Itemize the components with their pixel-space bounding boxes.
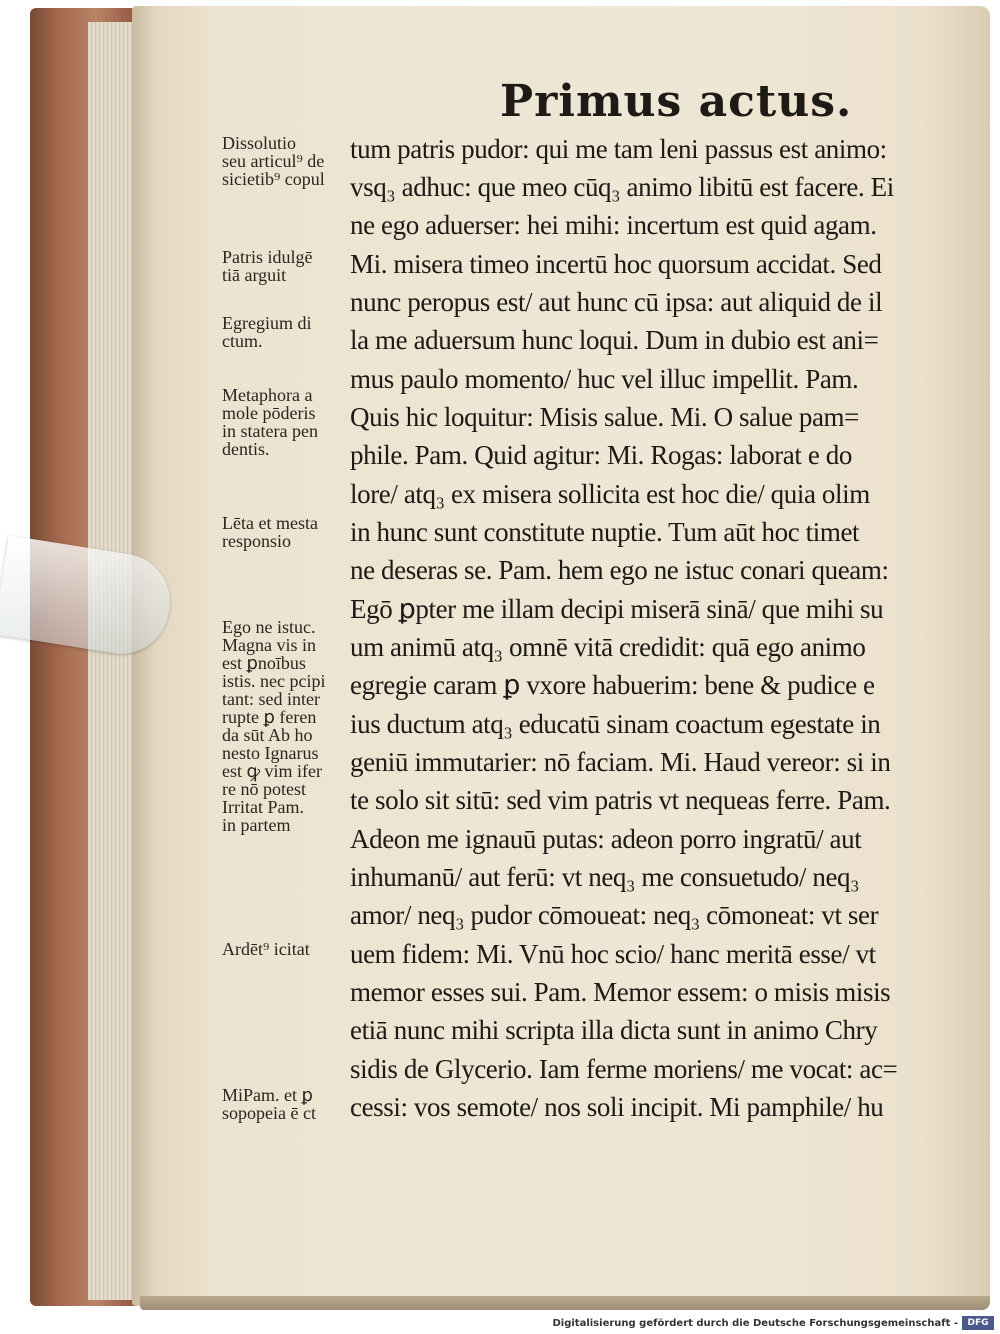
text-line: um animū atq₃ omnē vitā credidit: quā ego animo (350, 632, 866, 662)
margin-note: MiPam. et ꝑ sopopeia ē ct (222, 1085, 316, 1123)
text-line: cessi: vos semote/ nos soli incipit. Mi pamphile/ hu (350, 1092, 884, 1122)
text-line: sidis de Glycerio. Iam ferme moriens/ me vocat: ac= (350, 1054, 898, 1084)
text-line: phile. Pam. Quid agitur: Mi. Rogas: laborat e do (350, 440, 852, 470)
page-heading: Primus actus. (500, 76, 853, 127)
page-edges (88, 22, 138, 1300)
text-line: geniū immutarier: nō faciam. Mi. Haud vereor: si in (350, 747, 891, 777)
text-line: Quis hic loquitur: Misis salue. Mi. O salue pam= (350, 402, 859, 432)
page-bottom-edge (140, 1296, 990, 1310)
dfg-logo-icon: DFG (962, 1316, 994, 1330)
margin-note: Patris idulgē tiā arguit (222, 247, 313, 285)
text-line: Adeon me ignauū putas: adeon porro ingratū/ aut (350, 824, 862, 854)
text-line: memor esses sui. Pam. Memor essem: o misis misis (350, 977, 891, 1007)
margin-note: Egregium di ctum. (222, 313, 312, 351)
text-line: lore/ atq₃ ex misera sollicita est hoc die/ quia olim (350, 479, 870, 509)
text-line: uem fidem: Mi. Vnū hoc scio/ hanc meritā esse/ vt (350, 939, 876, 969)
text-line: mus paulo momento/ huc vel illuc impellit. Pam. (350, 364, 859, 394)
margin-note: Metaphora a mole pōderis in statera pen dentis. (222, 385, 318, 459)
text-line: ius ductum atq₃ educatū sinam coactum egestate in (350, 709, 881, 739)
margin-note: Ardēt⁹ icitat (222, 939, 310, 959)
text-line: nunc peropus est/ aut hunc cū ipsa: aut aliquid de il (350, 287, 883, 317)
text-line: vsq₃ adhuc: que meo cūq₃ animo libitū est facere. Ei (350, 172, 894, 202)
text-line: tum patris pudor: qui me tam leni passus est animo: (350, 134, 887, 164)
text-line: ne ego aduerser: hei mihi: incertum est quid agam. (350, 210, 877, 240)
text-line: in hunc sunt constitute nuptie. Tum aūt hoc timet (350, 517, 860, 547)
text-line: amor/ neq₃ pudor cōmoueat: neq₃ cōmoneat: vt ser (350, 900, 879, 930)
text-line: etiā nunc mihi scripta illa dicta sunt in animo Chry (350, 1015, 878, 1045)
text-line: inhumanū/ aut ferū: vt neq₃ me consuetudo/ neq₃ (350, 862, 860, 892)
margin-note: Lēta et mesta responsio (222, 513, 318, 551)
text-line: Egō ꝑpter me illam decipi miserā sinā/ que mihi su (350, 594, 884, 624)
text-line: ne deseras se. Pam. hem ego ne istuc conari queam: (350, 555, 889, 585)
text-line: la me aduersum hunc loqui. Dum in dubio est ani= (350, 325, 879, 355)
margin-note: Ego ne istuc. Magna vis in est ꝑnoībus istis. nec pcipi tant: sed inter rupte ꝑ feren da sūt Ab ho nesto Ignarus est ꝙ vim ifer re nō potest Irritat Pam. in partem (222, 617, 326, 835)
footer-credit: Digitalisierung gefördert durch die Deutsche Forschungsgemeinschaft - (552, 1318, 958, 1329)
margin-note: Dissolutio seu articul⁹ de sicietib⁹ copul (222, 133, 325, 189)
text-line: egregie caram ꝑ vxore habuerim: bene & pudice e (350, 670, 875, 700)
text-line: Mi. misera timeo incertū hoc quorsum accidat. Sed (350, 249, 882, 279)
text-line: te solo sit sitū: sed vim patris vt nequeas ferre. Pam. (350, 785, 891, 815)
